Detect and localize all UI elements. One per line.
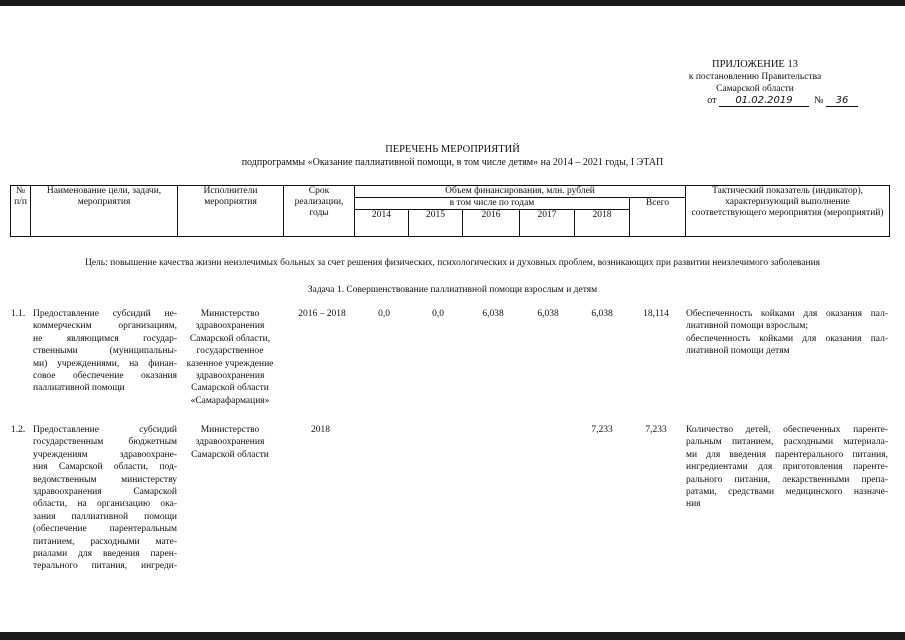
header-name: Наименование цели, задачи, мероприятия bbox=[31, 186, 178, 237]
text-line: ральным питанием, расходными материала- bbox=[686, 437, 888, 448]
number-handwritten: 36 bbox=[826, 95, 858, 107]
text-line: ми) учреждениями, на финан- bbox=[33, 358, 177, 369]
header-year: 2015 bbox=[409, 210, 463, 237]
text-line: риалами для введения парен- bbox=[33, 549, 177, 560]
text-line: области, на организацию ока- bbox=[33, 499, 177, 510]
text-line: коммерческим организациям, bbox=[33, 321, 177, 332]
text-line: ния Самарской области, под- bbox=[33, 462, 177, 473]
header-indicator: Тактический показатель (индикатор), характеризующий выполнение соответствующего мероприятия (мероприятий) bbox=[686, 186, 890, 237]
text-line: ственными (муниципальны- bbox=[33, 346, 177, 357]
row-indicator bbox=[686, 308, 888, 358]
text-line: ния bbox=[686, 499, 701, 510]
text-line: Самарской области bbox=[191, 449, 269, 460]
appendix-title: ПРИЛОЖЕНИЕ 13 bbox=[712, 59, 798, 70]
text-line: здравоохранения bbox=[195, 437, 265, 448]
row-name bbox=[33, 424, 177, 573]
page-title: ПЕРЕЧЕНЬ МЕРОПРИЯТИЙ bbox=[385, 144, 520, 155]
header-incl-years: в том числе по годам bbox=[355, 198, 630, 210]
appendix-stamp bbox=[640, 59, 870, 107]
header-year: 2018 bbox=[575, 210, 630, 237]
header-year: 2016 bbox=[463, 210, 520, 237]
number-prefix: № bbox=[813, 95, 824, 106]
row-term: 2018 bbox=[311, 425, 330, 435]
text-line: совое обеспечение оказания bbox=[33, 371, 177, 382]
text-line: здравоохранения bbox=[195, 371, 265, 382]
text-line: казенное учреждение bbox=[186, 358, 274, 369]
text-line: ведомственным министерству bbox=[33, 474, 177, 485]
task-heading: Задача 1. Совершенствование паллиативной помощи взрослым и детям bbox=[307, 285, 598, 295]
text-line: питанием, расходными мате- bbox=[33, 536, 177, 547]
text-line: государственным бюджетным bbox=[33, 437, 177, 448]
row-executor bbox=[177, 308, 283, 407]
text-line: «Самарафармация» bbox=[190, 395, 270, 406]
row-value: 0,0 bbox=[432, 309, 444, 319]
page-subtitle: подпрограммы «Оказание паллиативной помощи, в том числе детям» на 2014 – 2021 годы, I ЭТАП bbox=[241, 157, 664, 168]
header-funding: Объем финансирования, млн. рублей bbox=[355, 186, 686, 198]
table-header bbox=[10, 185, 890, 237]
text-line: Самарской области bbox=[191, 383, 269, 394]
header-num: № п/п bbox=[11, 186, 31, 237]
row-value: 6,038 bbox=[482, 309, 504, 319]
text-line: Самарской области, bbox=[189, 333, 271, 344]
text-line: ми для введения парентерального питания, bbox=[686, 449, 888, 460]
appendix-line2: Самарской области bbox=[716, 84, 794, 94]
appendix-line1: к постановлению Правительства bbox=[688, 72, 822, 82]
row-indicator bbox=[686, 424, 888, 511]
row-value: 7,233 bbox=[591, 425, 613, 435]
date-prefix: от bbox=[707, 95, 717, 106]
text-line: здравоохранения Самарской bbox=[33, 487, 177, 498]
text-line: Количество детей, обеспеченных паренте- bbox=[686, 425, 888, 435]
row-value: 0,0 bbox=[378, 309, 390, 319]
row-total: 7,233 bbox=[645, 425, 667, 435]
header-executor: Исполнители мероприятия bbox=[178, 186, 284, 237]
text-line: терального питания, ингреди- bbox=[33, 561, 177, 572]
text-line: Министерство bbox=[200, 425, 260, 435]
text-line: рального питания, лекарственными препа- bbox=[686, 474, 888, 485]
header-term: Срок реализации, годы bbox=[284, 186, 355, 237]
text-line: ингредиентами для приготовления паренте- bbox=[686, 462, 888, 473]
goal-text: Цель: повышение качества жизни неизлечимых больных за счет решения физических, психологических и духовных проблем, возникающих при развитии неизлечимого заболевания bbox=[84, 258, 821, 268]
appendix-date-line bbox=[640, 95, 870, 107]
text-line: Предоставление субсидий bbox=[33, 425, 177, 435]
scan-top-edge bbox=[0, 0, 905, 6]
row-value: 6,038 bbox=[591, 309, 613, 319]
date-handwritten: 01.02.2019 bbox=[719, 95, 809, 107]
text-line: обеспеченность койками для оказания пал- bbox=[686, 333, 888, 344]
text-line: лиативной помощи детям bbox=[686, 346, 790, 357]
text-line: Обеспеченность койками для оказания пал- bbox=[686, 309, 888, 319]
text-line: паллиативной помощи bbox=[33, 383, 125, 394]
header-year: 2017 bbox=[520, 210, 575, 237]
text-line: зания паллиативной помощи bbox=[33, 511, 177, 522]
row-name bbox=[33, 308, 177, 395]
row-term: 2016 – 2018 bbox=[298, 309, 346, 319]
text-line: лиативной помощи взрослым; bbox=[686, 321, 808, 332]
text-line: Предоставление субсидий не- bbox=[33, 309, 177, 319]
text-line: государственное bbox=[196, 346, 264, 357]
row-value: 6,038 bbox=[537, 309, 559, 319]
text-line: ратами, средствами медицинского назначе- bbox=[686, 487, 888, 498]
row-executor bbox=[177, 424, 283, 461]
text-line: учреждениям здравоохране- bbox=[33, 449, 177, 460]
row-total: 18,114 bbox=[643, 309, 669, 319]
text-line: здравоохранения bbox=[195, 321, 265, 332]
scan-bottom-edge bbox=[0, 632, 905, 640]
text-line: Министерство bbox=[200, 309, 260, 319]
header-year: 2014 bbox=[355, 210, 409, 237]
text-line: не являющимся государ- bbox=[33, 333, 177, 344]
row-num: 1.2. bbox=[11, 425, 26, 435]
row-num: 1.1. bbox=[11, 309, 26, 319]
text-line: (обеспечение парентеральным bbox=[33, 524, 177, 535]
header-total: Всего bbox=[630, 198, 686, 237]
